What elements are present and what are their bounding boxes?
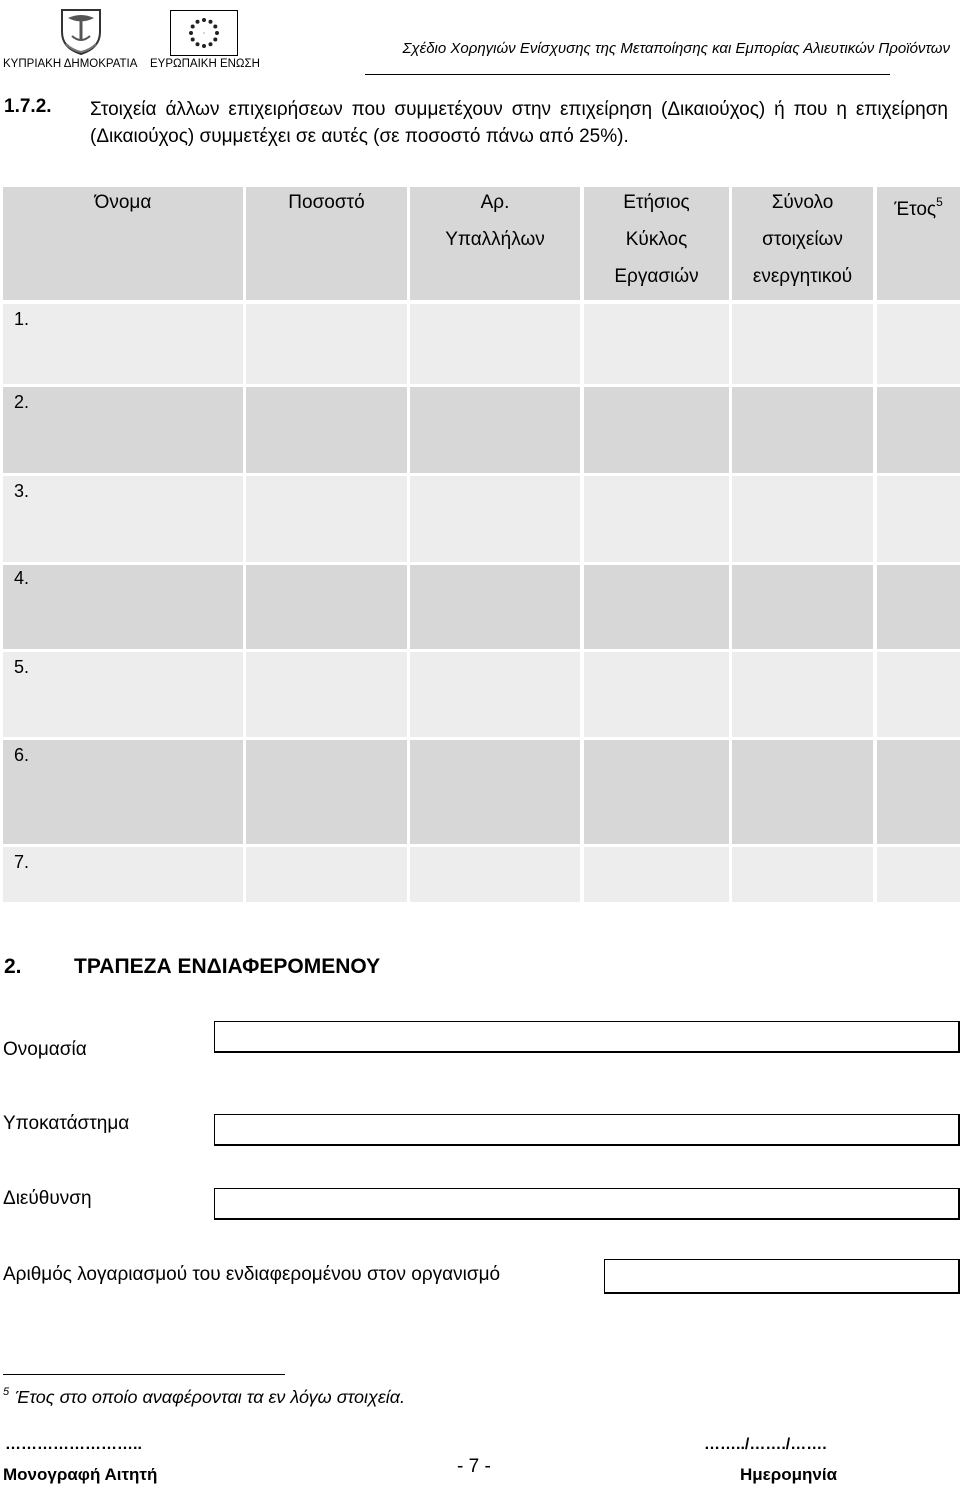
page-number: - 7 - [457,1456,491,1477]
footnote-rule [3,1374,285,1375]
row3-cell-assets[interactable] [732,476,873,562]
row2-cell-employees[interactable] [410,387,580,473]
document-title: Σχέδιο Χορηγιών Ενίσχυσης της Μεταποίησης και Εμπορίας Αλιευτικών Προϊόντων [402,40,950,57]
footnote-mark: 5 [3,1386,10,1398]
account-number-field[interactable] [604,1259,960,1294]
bank-name-label: Ονομασία [3,1039,87,1060]
row-label: 2. [14,392,30,412]
address-label: Διεύθυνση [3,1188,92,1209]
row6-cell-name[interactable] [3,740,243,844]
row5-cell-name[interactable] [3,652,243,737]
account-number-label: Αριθμός λογαριασμού του ενδιαφερομένου στον οργανισμό [3,1264,501,1285]
column-header-year: Έτος$^5$ [894,195,943,220]
row4-cell-percent[interactable] [246,565,407,649]
row6-cell-assets[interactable] [732,740,873,844]
column-header-assets-2: στοιχείων [762,229,843,250]
row3-cell-year[interactable] [877,476,960,562]
row1-cell-turnover[interactable] [584,304,729,384]
column-header-turnover-2: Κύκλος [625,229,688,250]
row6-cell-percent[interactable] [246,740,407,844]
footnote-text: Έτος στο οποίο αναφέρονται τα εν λόγω στοιχεία. [15,1387,406,1407]
row1-cell-year[interactable] [877,304,960,384]
column-header-employees-2: Υπαλλήλων [445,229,545,250]
row6-cell-employees[interactable] [410,740,580,844]
row7-cell-percent[interactable] [246,847,407,902]
column-header-turnover-3: Εργασιών [614,266,699,287]
row7-cell-employees[interactable] [410,847,580,902]
row4-cell-turnover[interactable] [584,565,729,649]
row7-cell-assets[interactable] [732,847,873,902]
bank-name-field[interactable] [214,1021,960,1053]
date-label: Ημερομηνία [740,1465,838,1484]
row3-cell-name[interactable] [3,476,243,562]
row1-cell-employees[interactable] [410,304,580,384]
row1-cell-name[interactable] [3,304,243,384]
row3-cell-turnover[interactable] [584,476,729,562]
row-label: 3. [14,481,30,501]
row5-cell-assets[interactable] [732,652,873,737]
row-label: 4. [14,568,30,588]
branch-label: Υποκατάστημα [3,1113,130,1134]
row5-cell-turnover[interactable] [584,652,729,737]
section2-title: ΤΡΑΠΕΖΑ ΕΝΔΙΑΦΕΡΟΜΕΝΟΥ [74,955,381,978]
row4-cell-year[interactable] [877,565,960,649]
column-header-assets-3: ενεργητικού [752,266,853,287]
row3-cell-employees[interactable] [410,476,580,562]
org-eu-label: ΕΥΡΩΠΑΙΚΗ ΕΝΩΣΗ [150,58,260,70]
row-label: 1. [14,309,30,329]
row6-cell-year[interactable] [877,740,960,844]
section-number: 1.7.2. [4,96,52,117]
row2-cell-percent[interactable] [246,387,407,473]
row-label: 7. [14,852,30,872]
column-header-assets-1: Σύνολο [771,192,834,213]
footnote [3,1386,405,1408]
section2-number: 2. [4,955,22,978]
row5-cell-employees[interactable] [410,652,580,737]
row-label: 6. [14,745,30,765]
row7-cell-year[interactable] [877,847,960,902]
section-title: Στοιχεία άλλων επιχειρήσεων που συμμετέχουν στην επιχείρηση (Δικαιούχος) ή που η επιχείρηση (Δικαιούχος) συμμετέχει σε αυτές (σε ποσοστό πάνω από 25%). [90,99,948,147]
column-header-name: Όνομα [94,192,152,213]
footnote-ref-mark: 5 [936,195,943,209]
row2-cell-name[interactable] [3,387,243,473]
address-field[interactable] [214,1188,960,1220]
row4-cell-name[interactable] [3,565,243,649]
column-header-employees-1: Αρ. [480,192,510,213]
signature-line: …………………….. [5,1436,142,1453]
signature-label: Μονογραφή Αιτητή [3,1465,158,1484]
row2-cell-assets[interactable] [732,387,873,473]
org-cyprus-label: ΚΥΠΡΙΑΚΗ ΔΗΜΟΚΡΑΤΙΑ [3,58,138,70]
row2-cell-year[interactable] [877,387,960,473]
row6-cell-turnover[interactable] [584,740,729,844]
row-label: 5. [14,657,30,677]
row2-cell-turnover[interactable] [584,387,729,473]
row7-cell-name[interactable] [3,847,243,902]
column-header-turnover-1: Ετήσιος [623,192,690,213]
row4-cell-assets[interactable] [732,565,873,649]
row3-cell-percent[interactable] [246,476,407,562]
row5-cell-year[interactable] [877,652,960,737]
row4-cell-employees[interactable] [410,565,580,649]
row1-cell-percent[interactable] [246,304,407,384]
branch-field[interactable] [214,1114,960,1146]
column-header-percent: Ποσοστό [288,192,365,213]
row1-cell-assets[interactable] [732,304,873,384]
row7-cell-turnover[interactable] [584,847,729,902]
date-line: ……../……./……. [704,1436,827,1453]
row5-cell-percent[interactable] [246,652,407,737]
